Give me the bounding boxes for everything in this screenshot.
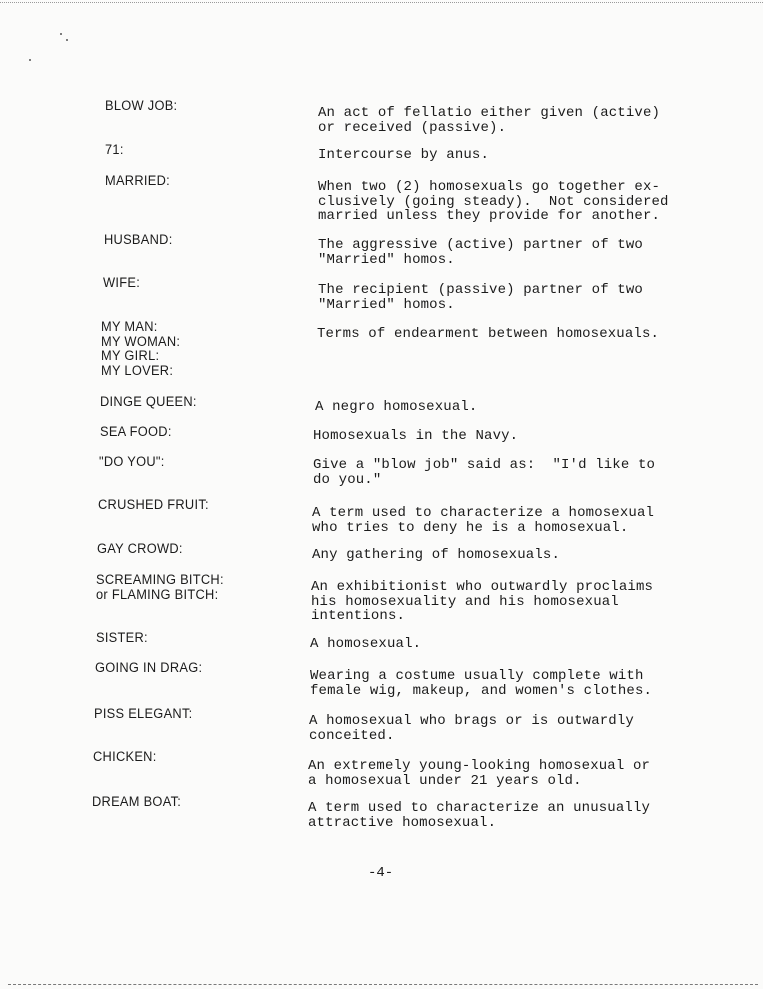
glossary-term: WIFE: [103, 275, 141, 290]
glossary-definition: A homosexual. [310, 636, 422, 652]
glossary-definition: The aggressive (active) partner of two "Married" homos. [318, 237, 643, 268]
glossary-term: SISTER: [96, 630, 148, 645]
page-number: -4- [368, 865, 394, 881]
glossary-term: CRUSHED FRUIT: [98, 497, 209, 512]
glossary-definition: Intercourse by anus. [318, 147, 490, 163]
glossary-term: GOING IN DRAG: [95, 660, 203, 675]
glossary-term: CHICKEN: [93, 749, 157, 764]
bottom-page-edge [8, 984, 758, 985]
glossary-term: SCREAMING BITCH: or FLAMING BITCH: [96, 572, 224, 602]
glossary-definition: Any gathering of homosexuals. [312, 547, 560, 563]
glossary-term: DINGE QUEEN: [100, 394, 197, 409]
top-page-edge [0, 2, 763, 3]
glossary-definition: A homosexual who brags or is outwardly conceited. [309, 713, 634, 744]
glossary-definition: A negro homosexual. [315, 399, 478, 415]
glossary-definition: Terms of endearment between homosexuals. [317, 326, 660, 342]
glossary-definition: An exhibitionist who outwardly proclaims his homosexuality and his homosexual intentions. [311, 579, 654, 625]
glossary-term: DREAM BOAT: [92, 794, 182, 809]
scan-speck [66, 39, 68, 41]
glossary-term: "DO YOU": [99, 454, 165, 469]
glossary-term: GAY CROWD: [97, 541, 183, 556]
glossary-definition: A term used to characterize an unusually attractive homosexual. [308, 800, 651, 831]
glossary-term: MARRIED: [105, 173, 170, 188]
glossary-definition: An extremely young-looking homosexual or a homosexual under 21 years old. [308, 758, 651, 789]
scan-speck [60, 33, 62, 35]
glossary-definition: The recipient (passive) partner of two "Married" homos. [318, 282, 643, 313]
glossary-term: 71: [105, 142, 124, 157]
glossary-term: MY MAN: MY WOMAN: MY GIRL: MY LOVER: [101, 319, 181, 378]
glossary-definition: An act of fellatio either given (active) or received (passive). [318, 105, 661, 136]
scan-speck [29, 59, 31, 61]
glossary-definition: Wearing a costume usually complete with female wig, makeup, and women's clothes. [310, 668, 653, 699]
glossary-definition: A term used to characterize a homosexual who tries to deny he is a homosexual. [312, 505, 655, 536]
glossary-definition: Homosexuals in the Navy. [313, 428, 519, 444]
glossary-term: HUSBAND: [104, 232, 173, 247]
glossary-term: BLOW JOB: [105, 98, 178, 113]
glossary-definition: When two (2) homosexuals go together ex- clusively (going steady). Not considered married unless they provide for another. [318, 179, 669, 225]
glossary-term: SEA FOOD: [100, 424, 172, 439]
glossary-term: PISS ELEGANT: [94, 706, 193, 721]
glossary-definition: Give a "blow job" said as: "I'd like to do you." [313, 457, 656, 488]
